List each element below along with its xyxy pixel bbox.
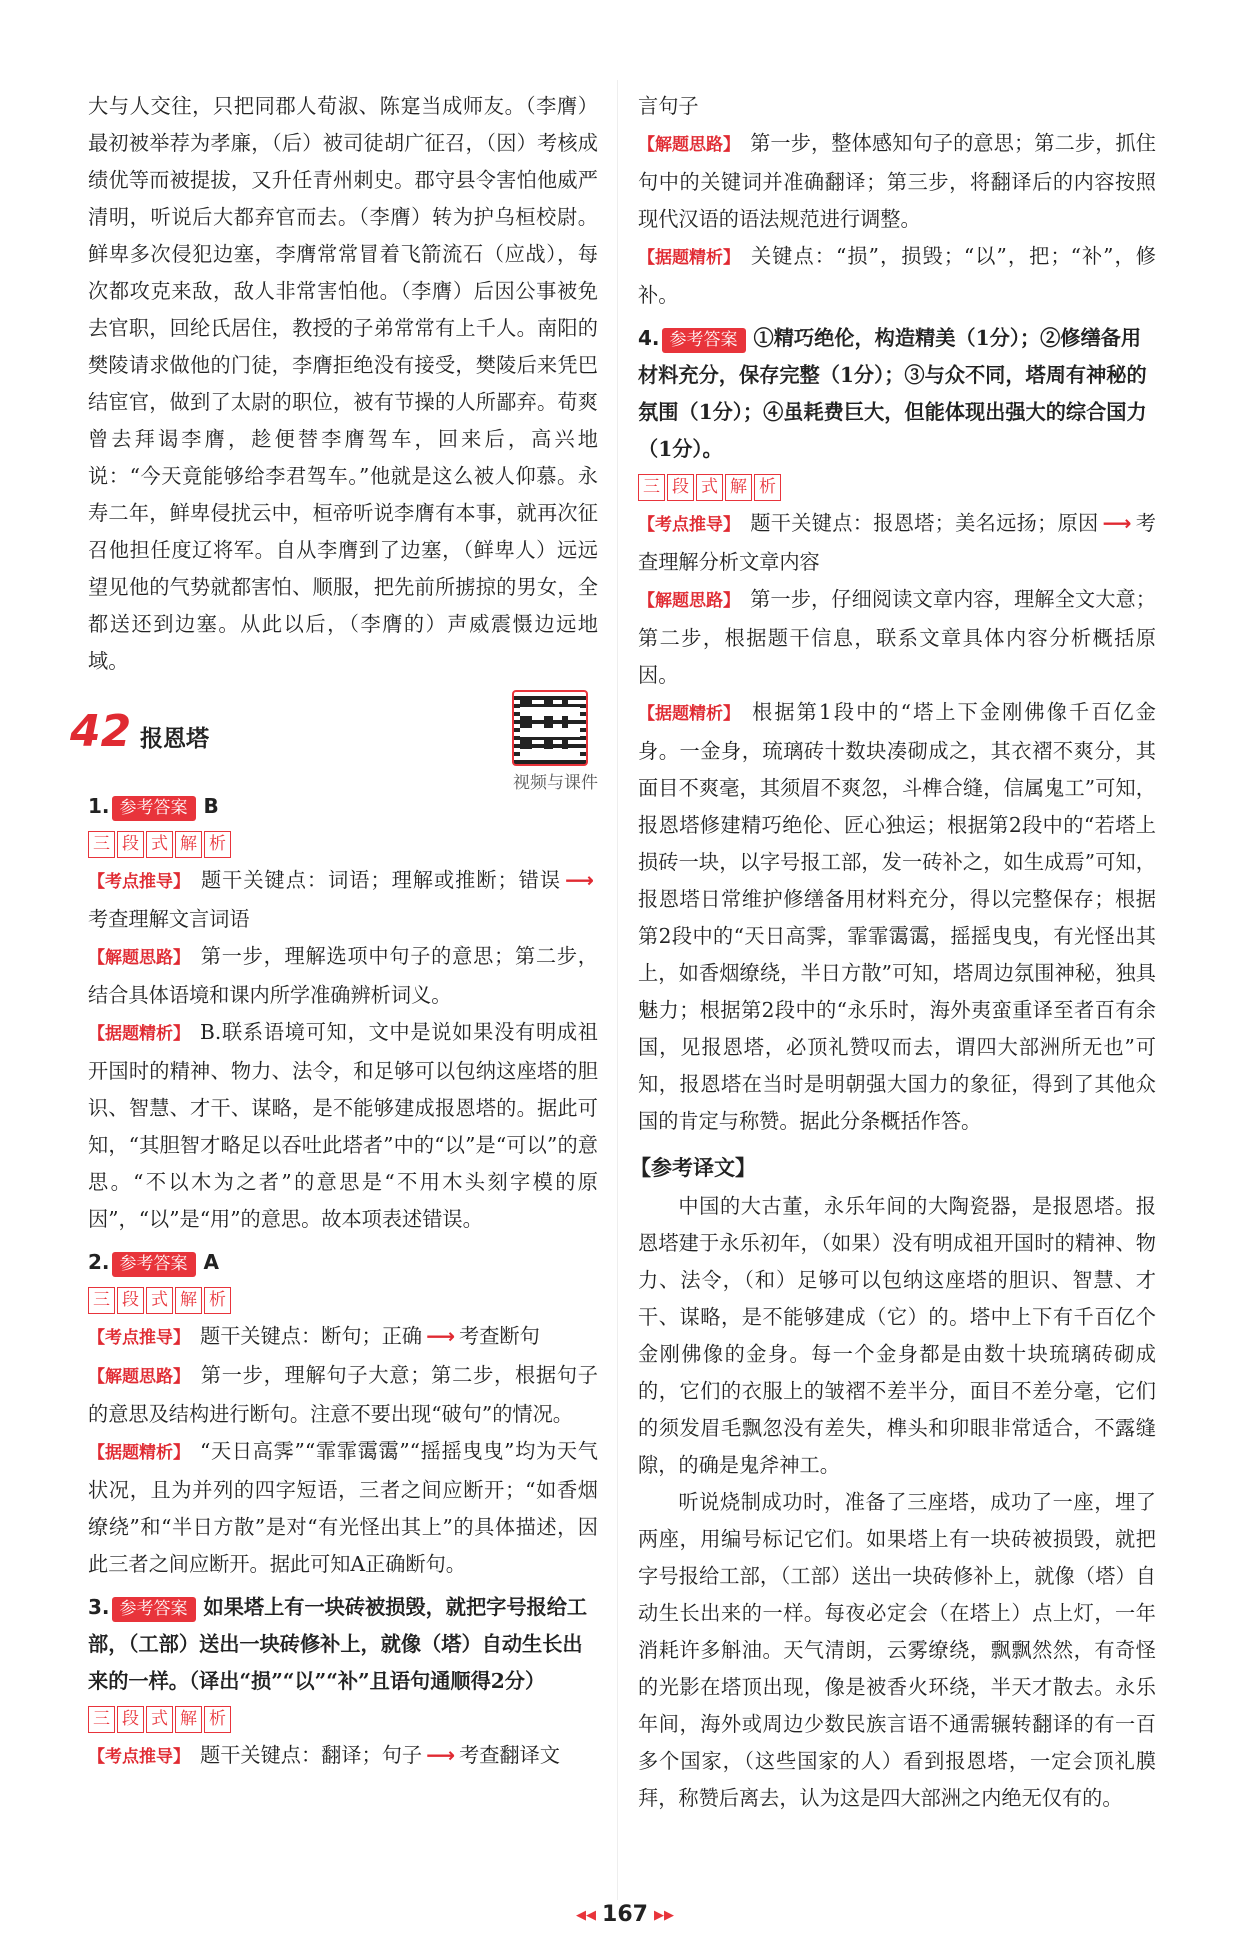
q1-jingxi: 【 据题精析 】 B.联系语境可知，文中是说如果没有明成祖开国时的精神、物力、法令，和足够可以包纳这座塔的胆识、智慧、才干、谋略，是不能够建成报恩塔的。据此可知，“其胆智才略足以吞吐此塔者”中的“以”是“可以”的意思。“不以木为之者”的意思是“不用木头刻字模的原因”，“以”是“用”的意思。故本项表述错误。: [88, 1014, 598, 1238]
answer-badge: 参考答案: [112, 1252, 196, 1277]
analysis-label: 三 段 式 解 析: [638, 474, 781, 501]
section-title: 报恩塔: [140, 726, 209, 752]
right-column: [630, 88, 1156, 1817]
q3-kaodian: 【 考点推导 】 题干关键点：翻译；句子 ⟶ 考查翻译文: [88, 1737, 598, 1776]
q4-kaodian: 【 考点推导 】 题干关键点：报恩塔；美名远扬；原因 ⟶ 考查理解分析文章内容: [638, 505, 1156, 581]
q2-answer: [88, 1244, 598, 1281]
intro-paragraph: 大与人交往，只把同郡人荀淑、陈寔当成师友。（李膺）最初被举荐为孝廉，（后）被司徒胡广征召，（因）考核成绩优等而被提拔，又升任青州刺史。郡守县令害怕他威严清明，听说后大都弃官而去。（李膺）转为护乌桓校尉。鲜卑多次侵犯边塞，李膺常常冒着飞箭流石（应战），每次都攻克来敌，敌人非常害怕他。（李膺）后因公事被免去官职，回纶氏居住，教授的子弟常常有上千人。南阳的樊陵请求做他的门徒，李膺拒绝没有接受，樊陵后来凭巴结宦官，做到了太尉的职位，被有节操的人所鄙弃。荀爽曾去拜谒李膺，趁便替李膺驾车，回来后，高兴地说：“今天竟能够给李君驾车。”他就是这么被人仰慕。永寿二年，鲜卑侵扰云中，桓帝听说李膺有本事，就再次征召他担任度辽将军。自从李膺到了边塞，（鲜卑人）远远望见他的气势就都害怕、顺服，把先前所掳掠的男女，全都送还到边塞。从此以后，（李膺的）声威震慑边远地域。: [88, 94, 598, 673]
q2-answer-letter: A: [203, 1250, 219, 1274]
translation-title: 【参考译文】: [630, 1156, 756, 1180]
q2-number: 2.: [88, 1250, 110, 1274]
qr-code-icon[interactable]: [512, 690, 588, 766]
q3-jieti: 【 解题思路 】 第一步，整体感知句子的意思；第二步，抓住句中的关键词并准确翻译；第三步，将翻译后的内容按照现代汉语的语法规范进行调整。: [638, 125, 1156, 238]
analysis-label: 三 段 式 解 析: [88, 1287, 231, 1314]
qr-label: 视频与课件: [513, 773, 598, 793]
arrow-icon: ⟶: [565, 868, 594, 892]
answer-badge: 参考答案: [662, 328, 746, 353]
q4-jingxi: 【 据题精析 】 根据第1段中的“塔上下金刚佛像千百亿金身。一金身，琉璃砖十数块凑砌成之，其衣褶不爽分，其面目不爽毫，其须眉不爽忽，斗榫合缝，信属鬼工”可知，报恩塔修建精巧绝伦、匠心独运；根据第2段中的“若塔上损砖一块，以字号报工部，发一砖补之，如生成焉”可知，报恩塔日常维护修缮备用材料充分，得以完整保存；根据第2段中的“天日高霁，霏霏霭霭，摇摇曳曳，有光怪出其上，如香烟缭绕，半日方散”可知，塔周边氛围神秘，独具魅力；根据第2段中的“永乐时，海外夷蛮重译至者百有余国，见报恩塔，必顶礼赞叹而去，谓四大部洲所无也”可知，报恩塔在当时是明朝强大国力的象征，得到了其他众国的肯定与称赞。据此分条概括作答。: [638, 694, 1156, 1140]
q3-answer: [88, 1589, 598, 1700]
translation-paragraph: 听说烧制成功时，准备了三座塔，成功了一座，埋了两座，用编号标记它们。如果塔上有一块砖被损毁，就把字号报给工部，（工部）送出一块砖修补上，就像（塔）自动生长出来的一样。每夜必定会（在塔上）点上灯，一年消耗许多斛油。天气清朗，云雾缭绕，飘飘然然，有奇怪的光影在塔顶出现，像是被香火环绕，半天才散去。永乐年间，海外或周边少数民族言语不通需辗转翻译的有一百多个国家，（这些国家的人）看到报恩塔，一定会顶礼膜拜，称赞后离去，认为这是四大部洲之内绝无仅有的。: [638, 1490, 1156, 1810]
q2-jieti: 【 解题思路 】 第一步，理解句子大意；第二步，根据句子的意思及结构进行断句。注意不要出现“破句”的情况。: [88, 1357, 598, 1433]
analysis-label: 三 段 式 解 析: [88, 831, 231, 858]
q1-number: 1.: [88, 794, 110, 818]
q3-kaodian-continued: 言句子: [638, 94, 699, 118]
q4-answer: [638, 320, 1156, 468]
arrow-icon: ⟶: [426, 1743, 456, 1767]
q3-answer-text: 如果塔上有一块砖被损毁，就把字号报给工部，（工部）送出一块砖修补上，就像（塔）自动生长出来的一样。（译出“损”“以”“补”且语句通顺得2分）: [88, 1595, 588, 1693]
q4-answer-text: ①精巧绝伦，构造精美（1分）；②修缮备用材料充分，保存完整（1分）；③与众不同，塔周有神秘的氛围（1分）；④虽耗费巨大，但能体现出强大的综合国力（1分）。: [638, 326, 1147, 461]
next-arrows-icon: ▶▶: [653, 1907, 674, 1923]
prev-arrows-icon: ◀◀: [576, 1907, 597, 1923]
column-divider: [617, 80, 618, 1900]
q1-answer-letter: B: [203, 794, 219, 818]
q4-number: 4.: [638, 326, 660, 350]
answer-badge: 参考答案: [112, 796, 196, 821]
section-number: 42: [70, 706, 132, 757]
arrow-icon: ⟶: [1102, 511, 1132, 535]
arrow-icon: ⟶: [426, 1324, 456, 1348]
page-number: ◀◀ 167 ▶▶: [576, 1902, 674, 1927]
q2-kaodian: 【 考点推导 】 题干关键点：断句；正确 ⟶ 考查断句: [88, 1318, 598, 1357]
translation-paragraph: 中国的大古董，永乐年间的大陶瓷器，是报恩塔。报恩塔建于永乐初年，（如果）没有明成祖开国时的精神、物力、法令，（和）足够可以包纳这座塔的胆识、智慧、才干、谋略，是不能够建成（它）的。塔中上下有千百亿个金刚佛像的金身。每一个金身都是由数十块琉璃砖砌成的，它们的衣服上的皱褶不差半分，面目不差分毫，它们的须发眉毛飘忽没有差失，榫头和卯眼非常适合，不露缝隙，的确是鬼斧神工。: [638, 1194, 1156, 1477]
left-column: [70, 88, 598, 1776]
q3-jingxi: 【 据题精析 】 关键点：“损”，损毁；“以”，把；“补”，修补。: [638, 238, 1156, 314]
answer-badge: 参考答案: [112, 1597, 196, 1622]
translation-body: [638, 1188, 1156, 1817]
q1-kaodian: 【 考点推导 】 题干关键点：词语；理解或推断；错误 ⟶考查理解文言词语: [88, 862, 598, 938]
q1-jieti: 【 解题思路 】 第一步，理解选项中句子的意思；第二步，结合具体语境和课内所学准确辨析词义。: [88, 938, 598, 1014]
q4-jieti: 【 解题思路 】 第一步，仔细阅读文章内容，理解全文大意；第二步，根据题干信息，联系文章具体内容分析概括原因。: [638, 581, 1156, 694]
q1-answer: [88, 788, 598, 825]
q2-jingxi: 【 据题精析 】 “天日高霁”“霏霏霭霭”“摇摇曳曳”均为天气状况，且为并列的四字短语，三者之间应断开；“如香烟缭绕”和“半日方散”是对“有光怪出其上”的具体描述，因此三者之间应断开。据此可知A正确断句。: [88, 1433, 598, 1583]
analysis-label: 三 段 式 解 析: [88, 1706, 231, 1733]
section-heading: [70, 702, 598, 793]
q3-number: 3.: [88, 1595, 110, 1619]
